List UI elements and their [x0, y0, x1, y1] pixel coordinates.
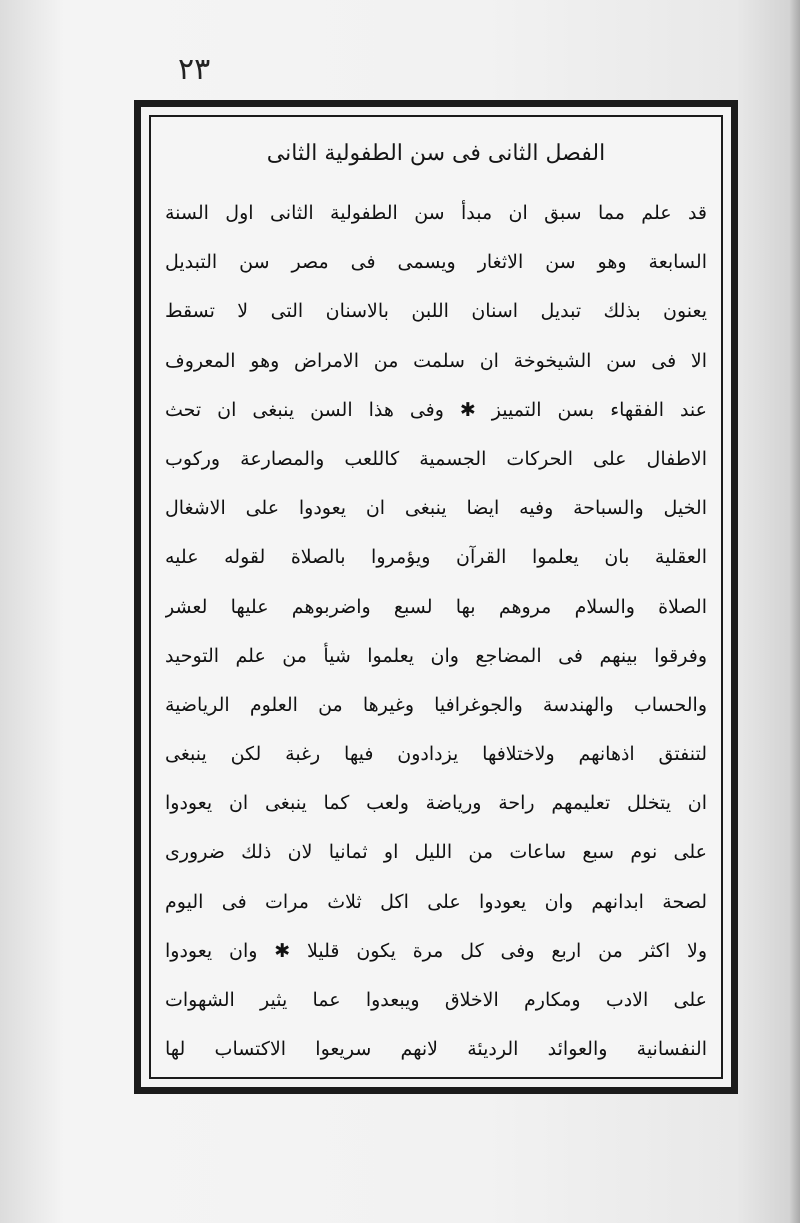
page-edge — [790, 0, 800, 1223]
text-line: والحساب والهندسة والجوغرافيا وغيرها من العلوم الرياضية — [165, 693, 707, 716]
text-line: وفرقوا بينهم فى المضاجع وان يعلموا شيأ من علم التوحيد — [165, 644, 707, 667]
text-line: لصحة ابدانهم وان يعودوا على اكل ثلاث مرات فى اليوم — [165, 890, 707, 913]
body-text — [165, 189, 707, 1074]
text-line: الخيل والسباحة وفيه ايضا ينبغى ان يعودوا على الاشغال — [165, 497, 707, 520]
text-line: على نوم سبع ساعات من الليل او ثمانيا لان ذلك ضرورى — [165, 841, 707, 864]
text-frame-outer-border — [134, 100, 738, 1094]
text-line: يعنون بذلك تبديل اسنان اللبن بالاسنان التى لا تسقط — [165, 300, 707, 323]
chapter-heading: الفصل الثانى فى سن الطفولية الثانى — [266, 141, 606, 166]
text-line: السابعة وهو سن الاثغار ويسمى فى مصر سن التبديل — [165, 251, 707, 274]
text-line: لتنفتق اذهانهم ولاختلافها يزدادون فيها رغبة لكن ينبغى — [165, 743, 707, 766]
text-line: النفسانية والعوائد الرديئة لانهم سريعوا الاكتساب لها — [165, 1038, 707, 1061]
text-line: ان يتخلل تعليمهم راحة ورياضة ولعب كما ينبغى ان يعودوا — [165, 792, 707, 815]
text-line: الصلاة والسلام مروهم بها لسبع واضربوهم عليها لعشر — [165, 595, 707, 618]
page-number: ٢٣ — [178, 52, 211, 87]
text-line: الا فى سن الشيخوخة ان سلمت من الامراض وهو المعروف — [165, 349, 707, 372]
text-line: على الادب ومكارم الاخلاق ويبعدوا عما يثير الشهوات — [165, 989, 707, 1011]
text-line: العقلية بان يعلموا القرآن ويؤمروا بالصلاة لقوله عليه — [165, 546, 707, 569]
text-frame-inner-border — [149, 115, 723, 1079]
text-line: الاطفال على الحركات الجسمية كاللعب والمصارعة وركوب — [165, 447, 707, 470]
text-line: ولا اكثر من اربع وفى كل مرة يكون قليلا ✱ وان يعودوا — [165, 939, 707, 962]
text-line: قد علم مما سبق ان مبدأ سن الطفولية الثانى اول السنة — [165, 202, 707, 224]
text-line: عند الفقهاء بسن التمييز ✱ وفى هذا السن ينبغى ان تحث — [165, 398, 707, 421]
